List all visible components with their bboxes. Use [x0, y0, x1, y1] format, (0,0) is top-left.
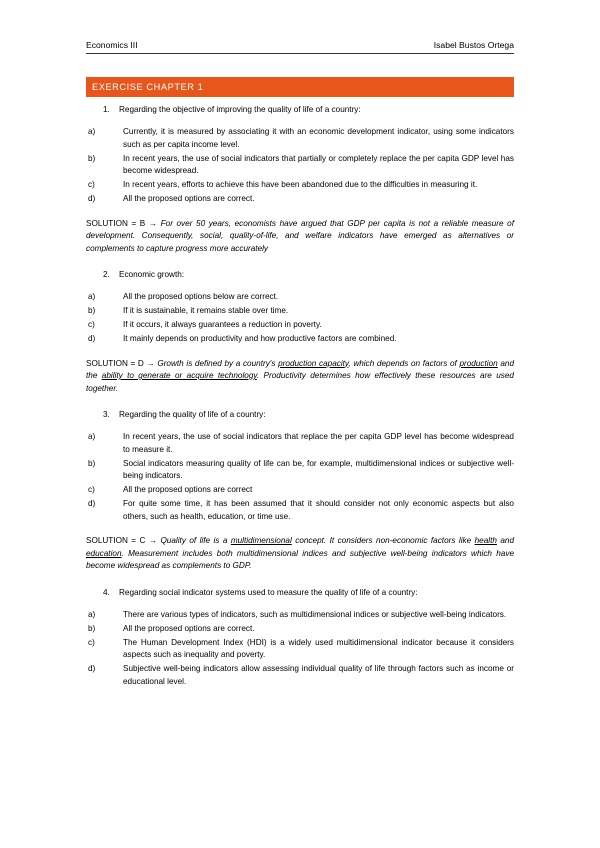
question-text: Regarding the objective of improving the quality of life of a country: — [119, 105, 361, 114]
option-text: All the proposed options are correct — [123, 485, 253, 494]
header-divider — [86, 53, 514, 54]
answer-option — [86, 484, 514, 497]
option-letter: c) — [88, 637, 95, 647]
option-text: All the proposed options are correct. — [123, 623, 255, 633]
option-letter: d) — [88, 194, 96, 203]
answer-option — [86, 126, 514, 151]
solution-paragraph — [86, 358, 514, 396]
solution-text-segment: , which depends on factors of — [348, 358, 460, 368]
answer-option — [86, 305, 514, 318]
solution-text-segment: . Measurement includes both multidimensional indices and subjective well-being indicators which have become widespread as complements to GDP. — [86, 548, 514, 570]
solution-label: SOLUTION = C → — [86, 536, 158, 545]
solution-text-segment: and — [496, 536, 514, 545]
option-letter: d) — [88, 664, 96, 673]
solution-text-segment: concept. It considers non-economic factors like — [291, 536, 475, 545]
option-text: The Human Development Index (HDI) is a widely used multidimensional indicator because it considers aspects such as inequality and poverty. — [123, 637, 514, 659]
option-letter: a) — [88, 432, 96, 441]
question-1 — [86, 104, 514, 255]
option-letter: c) — [88, 320, 95, 329]
option-text: For quite some time, it has been assumed that it should consider not only economic aspects but also others, such as health, education, or time use. — [123, 499, 514, 521]
option-letter: d) — [88, 334, 96, 343]
question-3 — [86, 409, 514, 573]
option-letter: a) — [88, 127, 96, 136]
solution-text-segment: production — [459, 358, 498, 368]
question-text: Regarding social indicator systems used to measure the quality of life of a country: — [119, 587, 418, 597]
option-text: In recent years, the use of social indicators that replace the per capita GDP level has become widespread to measure it. — [123, 432, 514, 454]
answer-option — [86, 498, 514, 523]
answer-option — [86, 193, 514, 206]
solution-text-segment: health — [474, 536, 497, 545]
option-text: In recent years, the use of social indicators that partially or completely replace the per capita GDP level has become widespread. — [123, 153, 514, 175]
option-text: There are various types of indicators, such as multidimensional indices or subjective well-being indicators. — [123, 609, 507, 619]
solution-text-segment: production capacity — [278, 358, 349, 368]
question-4 — [86, 587, 514, 700]
option-text: In recent years, efforts to achieve this have been abandoned due to the difficulties in measuring it. — [123, 180, 478, 189]
option-letter: c) — [88, 180, 95, 189]
solution-text-segment: ability to generate or acquire technology — [101, 371, 257, 380]
solution-paragraph — [86, 218, 514, 256]
solution-label: SOLUTION = B → — [86, 218, 158, 228]
option-letter: c) — [88, 485, 95, 494]
solution-text-segment: and the — [86, 358, 515, 380]
option-text: If it occurs, it always guarantees a reduction in poverty. — [123, 320, 322, 329]
header-author: Isabel Bustos Ortega — [433, 40, 514, 50]
solution-text-segment: Quality of life is a — [157, 536, 231, 545]
answer-option — [86, 333, 514, 346]
option-letter: b) — [88, 458, 96, 468]
option-letter: b) — [88, 623, 96, 633]
option-text: Subjective well-being indicators allow assessing individual quality of life through factors such as income or educational level. — [123, 664, 514, 686]
option-letter: b) — [88, 153, 96, 163]
answer-option — [86, 663, 514, 688]
question-number: 3. — [103, 410, 110, 419]
option-text: It mainly depends on productivity and how productive factors are combined. — [123, 334, 397, 343]
answer-option — [86, 637, 514, 662]
question-2 — [86, 269, 514, 395]
option-letter: b) — [88, 306, 96, 315]
solution-paragraph — [86, 535, 514, 573]
option-text: All the proposed options below are correct. — [123, 292, 279, 301]
option-text: If it is sustainable, it remains stable over time. — [123, 306, 289, 315]
answer-option — [86, 291, 514, 304]
solution-text-segment: multidimensional — [230, 536, 292, 545]
question-heading — [86, 409, 514, 421]
solution-text-segment: . Productivity determines how effectively these resources are used together. — [86, 371, 514, 393]
solution-text-segment: Growth is defined by a country's — [154, 358, 279, 368]
question-heading — [86, 587, 514, 599]
answer-option — [86, 458, 514, 483]
question-number: 1. — [103, 105, 110, 114]
question-number: 2. — [103, 270, 110, 279]
answer-option — [86, 609, 514, 622]
question-text: Economic growth: — [119, 270, 185, 279]
question-heading — [86, 269, 514, 281]
answer-option — [86, 623, 514, 636]
option-letter: d) — [88, 499, 96, 508]
exercise-banner: EXERCISE CHAPTER 1 — [86, 77, 514, 97]
header-course: Economics III — [86, 40, 138, 50]
option-letter: a) — [88, 609, 96, 619]
solution-text-segment: For over 50 years, economists have argued that GDP per capita is not a reliable measure of development. Consequently, social, quality-of-life, and welfare indicators have emerged as alternatives or complements to capture progress more accurately — [86, 218, 514, 253]
option-letter: a) — [88, 292, 96, 301]
answer-option — [86, 153, 514, 178]
option-text: Social indicators measuring quality of life can be, for example, multidimensional indices or subjective well-being indicators. — [123, 458, 514, 480]
answer-option — [86, 431, 514, 456]
solution-text-segment: education — [86, 548, 122, 558]
option-text: Currently, it is measured by associating it with an economic development indicator, using some indicators such as per capita income level. — [123, 127, 514, 149]
solution-label: SOLUTION = D → — [86, 358, 155, 368]
question-heading — [86, 104, 514, 116]
option-text: All the proposed options are correct. — [123, 194, 255, 203]
answer-option — [86, 179, 514, 192]
question-number: 4. — [103, 587, 110, 597]
question-text: Regarding the quality of life of a country: — [119, 410, 266, 419]
answer-option — [86, 319, 514, 332]
exercise-content — [86, 104, 514, 700]
